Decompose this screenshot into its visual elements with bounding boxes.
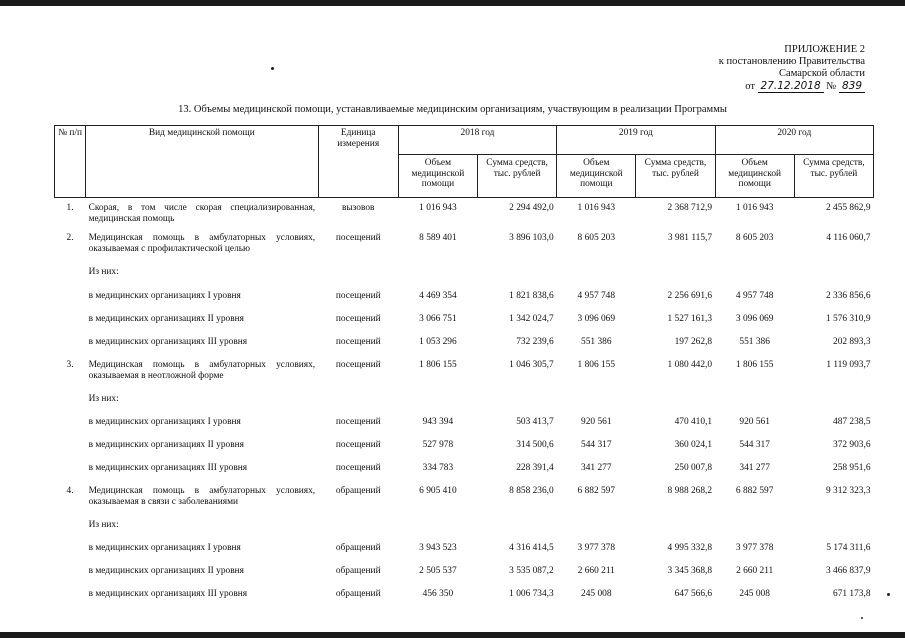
volume-2020: 341 277 — [739, 462, 770, 473]
sum-2018: 228 391,4 — [516, 462, 554, 473]
volume-2019 — [557, 394, 636, 417]
header-row-years — [55, 126, 874, 155]
volume-2018 — [398, 520, 477, 543]
sum-2019 — [636, 394, 715, 417]
volume-2019 — [557, 520, 636, 543]
volume-2019: 3 096 069 — [577, 313, 616, 324]
sum-2019 — [636, 267, 715, 291]
row-name: Скорая, в том числе скорая специализированная, медицинская помощь — [88, 203, 316, 224]
sum-2018: 2 294 492,0 — [509, 203, 554, 213]
row-number — [55, 520, 86, 543]
table-row — [55, 233, 874, 267]
sum-2020 — [794, 394, 873, 417]
sum-2019: 3 345 368,8 — [667, 565, 713, 576]
sum-2018: 1 006 734,3 — [509, 588, 554, 599]
date-prefix: от — [745, 81, 755, 92]
table-row — [55, 543, 874, 566]
row-number — [55, 337, 86, 360]
row-name: в медицинских организациях I уровня — [88, 290, 241, 301]
row-number — [55, 417, 86, 440]
row-number — [55, 267, 86, 291]
row-unit — [318, 267, 398, 291]
appendix-resolution: к постановлению Правительства — [718, 56, 865, 67]
row-number — [55, 291, 86, 314]
row-unit: обращений — [335, 485, 381, 496]
sum-2019: 2 368 712,9 — [667, 203, 713, 213]
table-row — [55, 463, 874, 486]
row-unit: обращений — [335, 588, 381, 599]
appendix-region: Самарской области — [779, 68, 865, 79]
sum-2018: 732 239,6 — [516, 336, 554, 347]
col-volume-2018: Объем медицинской помощи — [398, 155, 477, 198]
sum-2019 — [636, 520, 715, 543]
volume-2018: 3 066 751 — [419, 313, 457, 324]
row-number: 4. — [66, 485, 74, 496]
col-unit-header: Единица измерения — [318, 126, 398, 198]
sum-2018: 8 858 236,0 — [509, 485, 554, 496]
volume-2020: 1 016 943 — [735, 203, 774, 213]
table-row — [55, 417, 874, 440]
sum-2020: 3 466 837,9 — [825, 565, 871, 576]
sum-2019: 8 988 268,2 — [667, 485, 713, 496]
volume-2020: 920 561 — [739, 416, 770, 427]
sum-2020: 2 336 856,6 — [825, 290, 871, 301]
col-volume-2020: Объем медицинской помощи — [715, 155, 794, 198]
appendix-date-line — [719, 80, 865, 93]
row-unit: посещений — [335, 313, 381, 324]
sum-2019: 1 080 442,0 — [667, 359, 713, 370]
volume-2018: 8 589 401 — [419, 232, 457, 243]
sum-2020: 9 312 323,3 — [825, 485, 871, 496]
sum-2018: 4 316 414,5 — [509, 542, 554, 553]
row-number: 2. — [66, 232, 74, 243]
row-number — [55, 589, 86, 612]
row-name: Медицинская помощь в амбулаторных условиях, оказываемая в связи с заболеваниями — [88, 485, 316, 507]
col-volume-2019: Объем медицинской помощи — [557, 155, 636, 198]
volume-2018: 1 053 296 — [419, 336, 457, 347]
col-2018-header: 2018 год — [398, 126, 556, 155]
table-body — [55, 198, 874, 612]
volume-2018: 456 350 — [422, 588, 454, 599]
volume-2019: 551 386 — [581, 336, 612, 347]
handwritten-number: 839 — [839, 80, 865, 93]
sum-2018: 314 500,6 — [516, 439, 554, 450]
col-type-header: Вид медицинской помощи — [86, 126, 319, 198]
volume-2019: 3 977 378 — [577, 542, 616, 553]
volume-2018: 4 469 354 — [419, 290, 457, 301]
volume-2019: 920 561 — [581, 416, 612, 427]
row-unit — [318, 394, 398, 417]
row-unit: обращений — [335, 565, 381, 576]
row-name: в медицинских организациях II уровня — [88, 439, 244, 450]
volume-2019: 245 008 — [581, 588, 612, 599]
sum-2019: 250 007,8 — [674, 462, 713, 473]
volume-2019: 1 806 155 — [577, 359, 616, 370]
sum-2018 — [478, 267, 557, 291]
row-number — [55, 440, 86, 463]
volume-2019: 6 882 597 — [577, 485, 616, 496]
row-unit: посещений — [335, 416, 381, 427]
col-sum-2019: Сумма средств, тыс. рублей — [636, 155, 715, 198]
row-number — [55, 314, 86, 337]
row-number — [55, 566, 86, 589]
volume-2018: 527 978 — [422, 439, 454, 450]
sum-2020: 2 455 862,9 — [825, 203, 871, 213]
volume-2018: 2 505 537 — [419, 565, 457, 576]
sum-2019: 360 024,1 — [674, 439, 713, 450]
sum-2020: 4 116 060,7 — [826, 232, 871, 243]
sum-2018: 3 535 087,2 — [509, 565, 554, 576]
row-unit: вызовов — [341, 203, 375, 213]
row-name: Медицинская помощь в амбулаторных условиях, оказываемая с профилактической целью — [88, 232, 316, 254]
volume-2020 — [715, 394, 794, 417]
sum-2018: 1 342 024,7 — [509, 313, 554, 324]
col-num-header: № п/п — [55, 126, 86, 198]
volume-2018 — [398, 267, 477, 291]
col-2019-header: 2019 год — [557, 126, 715, 155]
row-name: в медицинских организациях I уровня — [88, 416, 241, 427]
sum-2020: 258 951,6 — [833, 462, 871, 473]
sum-2018: 503 413,7 — [516, 416, 554, 427]
volume-2020: 245 008 — [739, 588, 770, 599]
volume-2018: 334 783 — [422, 462, 454, 473]
volume-2020: 1 806 155 — [735, 359, 774, 370]
row-name: в медицинских организациях III уровня — [88, 588, 248, 599]
volume-2019: 1 016 943 — [577, 203, 616, 213]
row-number — [55, 463, 86, 486]
sum-2020 — [794, 520, 873, 543]
row-name: Медицинская помощь в амбулаторных условиях, оказываемая в неотложной форме — [88, 359, 316, 381]
row-unit: посещений — [335, 462, 381, 473]
volume-2019: 544 317 — [581, 439, 612, 450]
table-row — [55, 440, 874, 463]
row-unit: посещений — [335, 439, 381, 450]
table-row — [55, 520, 874, 543]
volume-2018: 943 394 — [422, 416, 454, 427]
row-name: Из них: — [88, 393, 119, 404]
table-row — [55, 267, 874, 291]
volume-2018: 1 016 943 — [419, 203, 457, 213]
volume-2020: 3 977 378 — [735, 542, 774, 553]
volume-2020: 544 317 — [739, 439, 770, 450]
row-unit — [318, 520, 398, 543]
sum-2019: 2 256 691,6 — [667, 290, 713, 301]
sum-2019: 1 527 161,3 — [667, 313, 713, 324]
table-row — [55, 314, 874, 337]
sum-2018 — [478, 394, 557, 417]
medical-volumes-table — [54, 125, 874, 612]
sum-2018 — [478, 520, 557, 543]
volume-2020: 4 957 748 — [735, 290, 774, 301]
sum-2020: 487 238,5 — [833, 416, 871, 427]
handwritten-date: 27.12.2018 — [758, 80, 824, 93]
sum-2018: 3 896 103,0 — [509, 232, 554, 243]
col-sum-2018: Сумма средств, тыс. рублей — [478, 155, 557, 198]
row-name: в медицинских организациях II уровня — [88, 313, 244, 324]
volume-2019: 4 957 748 — [577, 290, 616, 301]
row-unit: посещений — [335, 336, 381, 347]
table-row — [55, 566, 874, 589]
row-number — [55, 543, 86, 566]
volume-2019 — [557, 267, 636, 291]
table-row — [55, 394, 874, 417]
sum-2019: 4 995 332,8 — [667, 542, 713, 553]
sum-2019: 647 566,6 — [674, 588, 713, 599]
volume-2020 — [715, 520, 794, 543]
volume-2018: 6 905 410 — [419, 485, 457, 496]
row-number — [55, 394, 86, 417]
row-name: в медицинских организациях II уровня — [88, 565, 244, 576]
scan-speck — [271, 67, 274, 70]
row-name: в медицинских организациях III уровня — [88, 462, 248, 473]
col-sum-2020: Сумма средств, тыс. рублей — [794, 155, 873, 198]
table-row — [55, 486, 874, 520]
sum-2020: 1 119 093,7 — [826, 359, 871, 370]
volume-2020: 2 660 211 — [736, 565, 774, 576]
volume-2018: 3 943 523 — [419, 542, 457, 553]
row-unit: посещений — [335, 359, 381, 370]
sum-2018: 1 046 305,7 — [509, 359, 554, 370]
row-name: в медицинских организациях III уровня — [88, 336, 248, 347]
volume-2018: 1 806 155 — [419, 359, 457, 370]
table-title: 13. Объемы медицинской помощи, устанавливаемые медицинским организациям, участвующим в реализации Программы — [178, 104, 727, 115]
table-row — [55, 589, 874, 612]
sum-2020: 1 576 310,9 — [825, 313, 871, 324]
table-row — [55, 360, 874, 394]
sum-2020: 372 903,6 — [833, 439, 871, 450]
sum-2020: 5 174 311,6 — [826, 542, 871, 553]
row-unit: посещений — [335, 290, 381, 301]
row-name: Из них: — [88, 266, 119, 277]
row-name: Из них: — [88, 519, 119, 530]
appendix-title: ПРИЛОЖЕНИЕ 2 — [784, 44, 865, 55]
sum-2020 — [794, 267, 873, 291]
volume-2019: 2 660 211 — [577, 565, 615, 576]
row-unit: обращений — [335, 542, 381, 553]
row-name: в медицинских организациях I уровня — [88, 542, 241, 553]
sum-2019: 197 262,8 — [674, 336, 713, 347]
volume-2019: 341 277 — [581, 462, 612, 473]
appendix-header — [719, 44, 865, 93]
sum-2019: 3 981 115,7 — [667, 232, 713, 243]
sum-2019: 470 410,1 — [674, 416, 713, 427]
volume-2020: 8 605 203 — [735, 232, 774, 243]
sum-2020: 202 893,3 — [833, 336, 871, 347]
sum-2020: 671 173,8 — [833, 588, 871, 599]
scan-speck — [861, 617, 863, 619]
volume-2018 — [398, 394, 477, 417]
table-row — [55, 291, 874, 314]
sum-2018: 1 821 838,6 — [509, 290, 554, 301]
volume-2019: 8 605 203 — [577, 232, 616, 243]
volume-2020: 3 096 069 — [735, 313, 774, 324]
row-number: 3. — [66, 359, 74, 370]
volume-2020: 6 882 597 — [735, 485, 774, 496]
volume-2020: 551 386 — [739, 336, 770, 347]
row-number: 1. — [66, 203, 74, 213]
table-row — [55, 198, 874, 233]
row-unit: посещений — [335, 232, 381, 243]
number-sign: № — [826, 81, 837, 92]
scan-speck — [887, 593, 890, 596]
volume-2020 — [715, 267, 794, 291]
table-row — [55, 337, 874, 360]
col-2020-header: 2020 год — [715, 126, 873, 155]
